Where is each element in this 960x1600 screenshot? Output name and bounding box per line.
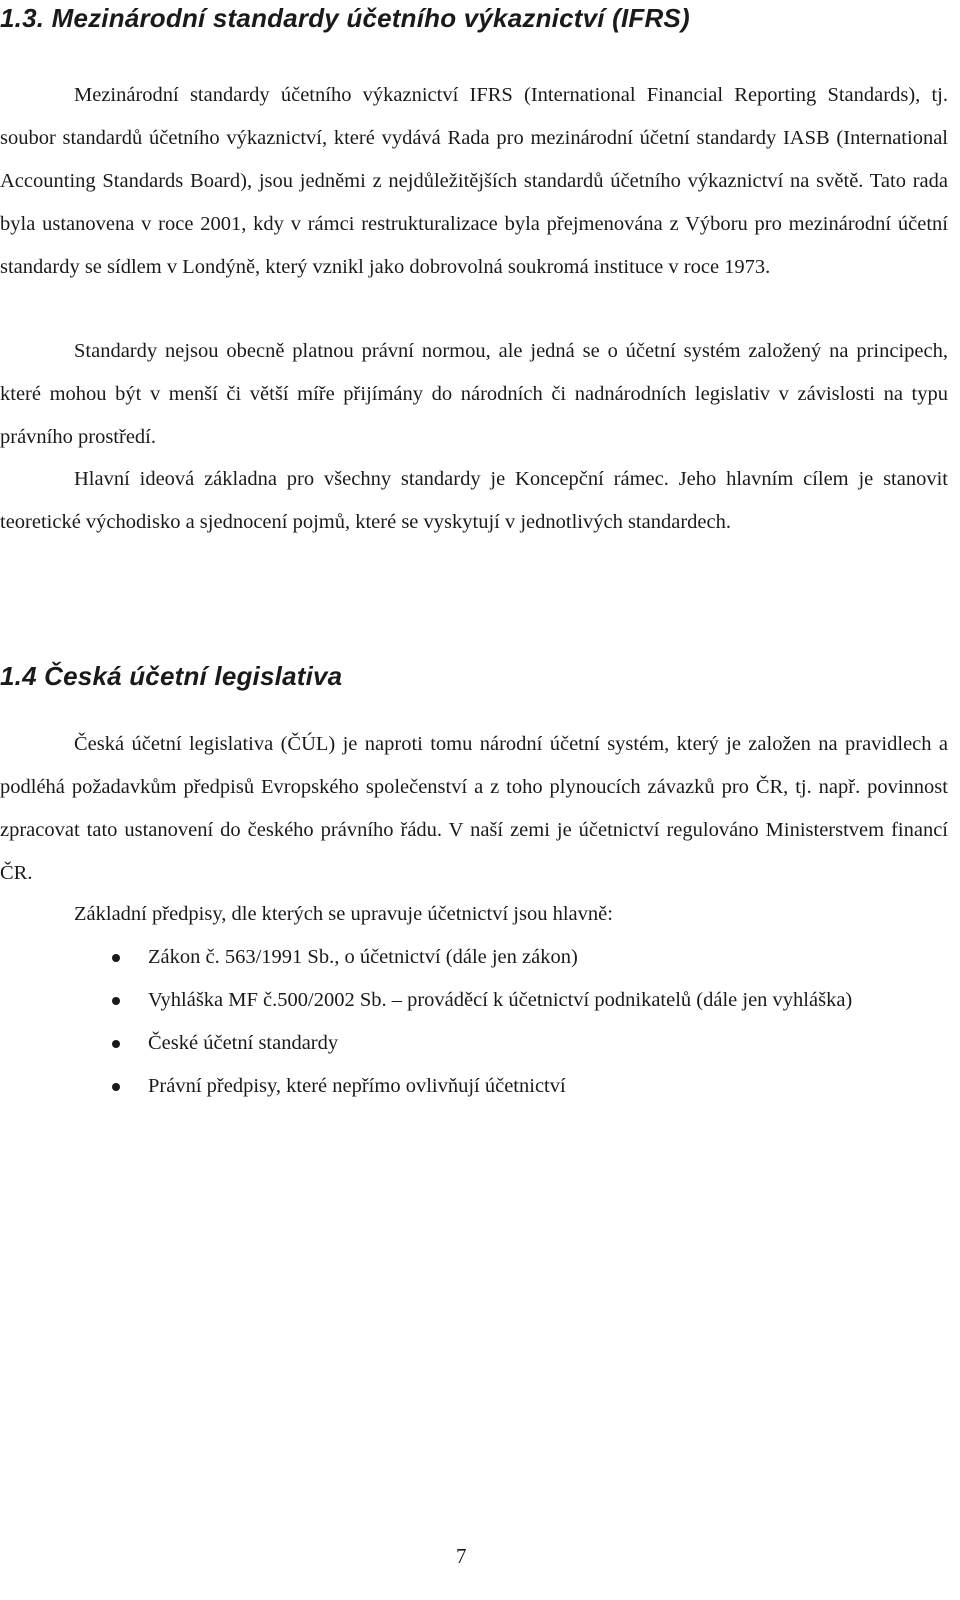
bullet-icon xyxy=(112,954,120,962)
list-item xyxy=(0,936,948,979)
list-item-text: Právní předpisy, které nepřímo ovlivňují účetnictví xyxy=(148,1075,566,1097)
bullet-icon xyxy=(112,1040,120,1048)
paragraph-ifrs-legal-status: Standardy nejsou obecně platnou právní normou, ale jedná se o účetní systém založený na principech, které mohou být v menší či větší míře přijímány do národních či nadnárodních legislativ v závislosti na typu právního prostředí. xyxy=(0,340,948,448)
bullet-icon xyxy=(112,1083,120,1091)
list-item-text: České účetní standardy xyxy=(148,1032,339,1054)
section-heading-czech-legislation: 1.4 Česká účetní legislativa xyxy=(0,661,343,691)
paragraph-cul-intro: Česká účetní legislativa (ČÚL) je naproti tomu národní účetní systém, který je založen na pravidlech a podléhá požadavkům předpisů Evropského společenství a z toho plynoucích závazků pro ČR, tj. např. povinnost zpracovat tato ustanovení do českého právního řádu. V naší zemi je účetnictví regulováno Ministerstvem financí ČR. xyxy=(0,733,948,884)
list-item-text: Zákon č. 563/1991 Sb., o účetnictví (dále jen zákon) xyxy=(148,946,578,968)
paragraph-ifrs-framework: Hlavní ideová základna pro všechny standardy je Koncepční rámec. Jeho hlavním cílem je stanovit teoretické východisko a sjednocení pojmů, které se vyskytují v jednotlivých standardech. xyxy=(0,468,948,533)
list-item-text: Vyhláška MF č.500/2002 Sb. – prováděcí k účetnictví podnikatelů (dále jen vyhláška) xyxy=(148,989,853,1011)
section-heading-ifrs: 1.3. Mezinárodní standardy účetního výkaznictví (IFRS) xyxy=(0,3,690,33)
regulations-list xyxy=(0,936,948,1108)
page-number: 7 xyxy=(456,1544,467,1568)
list-item xyxy=(0,979,948,1022)
bullet-icon xyxy=(112,997,120,1005)
list-item xyxy=(0,1065,948,1108)
paragraph-regulations-lead: Základní předpisy, dle kterých se upravuje účetnictví jsou hlavně: xyxy=(74,903,613,925)
paragraph-ifrs-intro: Mezinárodní standardy účetního výkaznictví IFRS (International Financial Reporting Standards), tj. soubor standardů účetního výkaznictví, které vydává Rada pro mezinárodní účetní standardy IASB (International Accounting Standards Board), jsou jedněmi z nejdůležitějších standardů účetního výkaznictví na světě. Tato rada byla ustanovena v roce 2001, kdy v rámci restrukturalizace byla přejmenována z Výboru pro mezinárodní účetní standardy se sídlem v Londýně, který vznikl jako dobrovolná soukromá instituce v roce 1973. xyxy=(0,84,948,278)
list-item xyxy=(0,1022,948,1065)
